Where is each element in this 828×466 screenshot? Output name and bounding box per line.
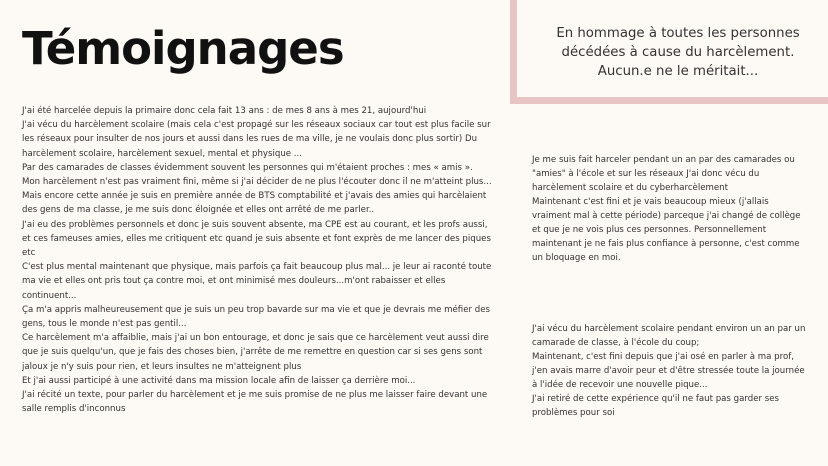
main-paragraph: Mon harcèlement n'est pas vraiment fini, même si j'ai décider de ne plus l'écouter donc il ne m'atteint plus... Mais encore cette année je suis en première année de BTS comptabilité et j'avais des amies qui harcèlaient des gens de ma classe, je me suis donc éloignée et elles ont arrêté de me parler.. [22,177,492,216]
tribute-box [510,0,828,104]
main-paragraph: J'ai été harcelée depuis la primaire donc cela fait 13 ans : de mes 8 ans à mes 21, aujourd'hui [22,106,427,116]
tribute-line-1: En hommage à toutes les personnes [556,26,800,41]
main-paragraph: Ce harcèlement m'a affaiblie, mais j'ai un bon entourage, et donc je sais que ce harcèlement veut aussi dire que je suis quelqu'un, que je fais des choses bien, j'arrête de me remettre en question car si ses gens sont jaloux je n'y suis pour rien, et leurs insultes ne m'atteignent plus [22,333,489,372]
page-title: Témoignages [22,22,344,75]
main-paragraph: J'ai vécu du harcèlement scolaire (mais cela c'est propagé sur les réseaux sociaux car tout est plus facile sur les réseaux pour insulter de nos jours et aussi dans les rues de ma ville, je ne voulais donc plus sortir) Du harcèlement scolaire, harcèlement sexuel, mental et physique ... [22,120,491,159]
side2-paragraph: J'ai retiré de cette expérience qu'il ne faut pas garder ses problèmes pour soi [532,394,779,418]
main-paragraph: J'ai récité un texte, pour parler du harcèlement et je me suis promise de ne plus me laisser faire devant une salle remplis d'inconnus [22,390,488,415]
main-paragraph: Par des camarades de classes évidemment souvent les personnes qui m'étaient proches : mes « amis ». [22,162,473,173]
main-paragraph: C'est plus mental maintenant que physique, mais parfois ça fait beaucoup plus mal... je leur ai raconté toute ma vie et elles ont pris tout ça contre moi, et ont minimisé mes douleurs...m'ont rabaisser et elles continuent... [22,262,492,301]
tribute-line-3: Aucun.e ne le méritait... [597,64,759,79]
side-testimony-1 [532,153,807,265]
main-paragraph: J'ai eu des problèmes personnels et donc je suis souvent absente, ma CPE est au courant, et les profs aussi, et ces fameuses amies, elles me critiquent etc quand je suis absente et font exprès de me lancer des piques etc [22,219,491,259]
main-testimony [22,104,492,416]
side2-paragraph: J'ai vécu du harcèlement scolaire pendant environ un an par un camarade de classe, à l'école du coup; [532,324,806,348]
side2-paragraph: Maintenant, c'est fini depuis que j'ai osé en parler à ma prof, j'en avais marre d'avoir peur et d'être stressée toute la journée à l'idée de recevoir une nouvelle pique... [532,352,805,390]
side-testimony-2 [532,322,807,420]
tribute-line-2: décédées à cause du harcèlement. [561,45,795,60]
main-paragraph: Et j'ai aussi participé à une activité dans ma mission locale afin de laisser ça derrière moi... [22,375,416,386]
side1-paragraph: Maintenant c'est fini et je vais beaucoup mieux (j'allais vraiment mal à cette période) parceque j'ai changé de collège et que je ne vois plus ces personnes. Personnellement maintenant je ne fais plus confiance à personne, c'est comme un bloquage en moi. [532,197,801,263]
main-paragraph: Ça m'a appris malheureusement que je suis un peu trop bavarde sur ma vie et que je devrais me méfier des gens, tous le monde n'est pas gentil... [22,304,490,330]
side1-paragraph: Je me suis fait harceler pendant un an par des camarades ou "amies" à l'école et sur les réseaux J'ai donc vécu du harcèlement scolaire et du cyberharcèlement [532,155,795,193]
tribute-text [543,24,813,81]
